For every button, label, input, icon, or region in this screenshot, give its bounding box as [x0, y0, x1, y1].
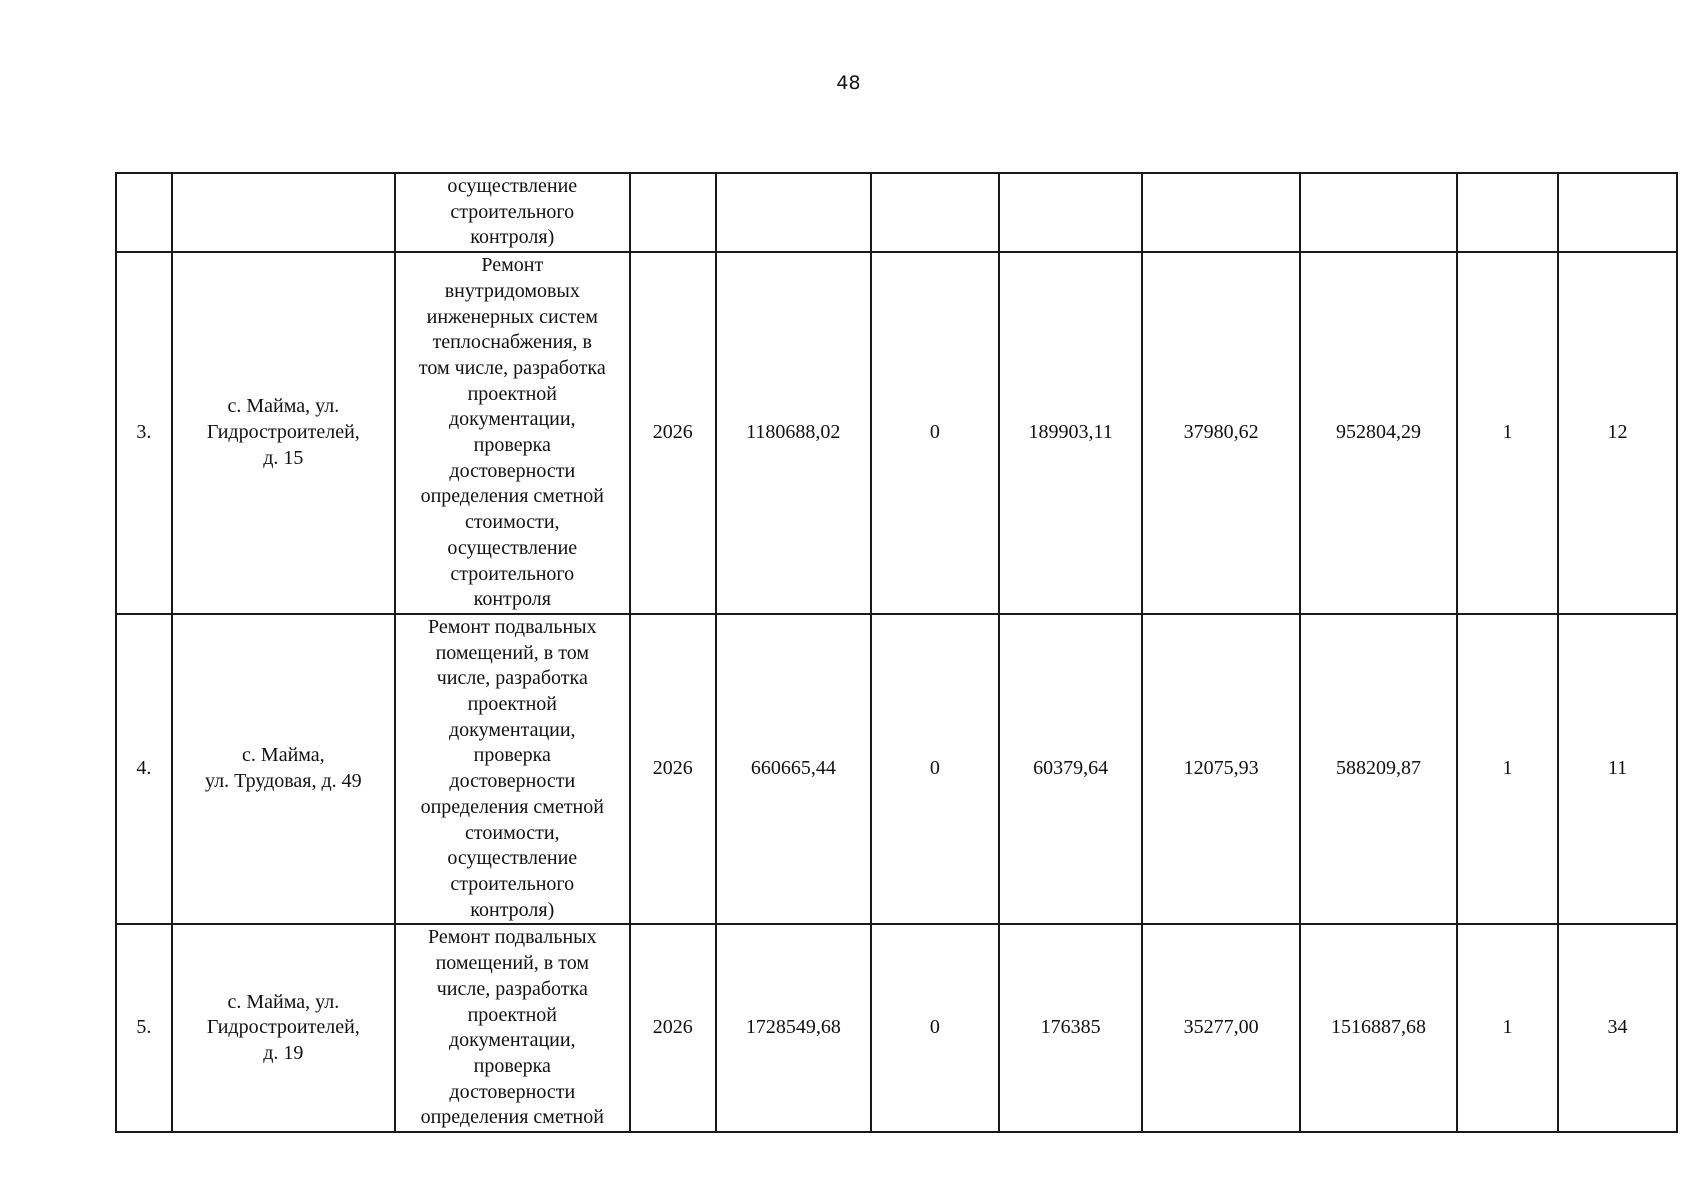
cell-col11: 12 [1558, 252, 1677, 614]
cell-col8: 37980,62 [1142, 252, 1300, 614]
address-line: ул. Трудовая, д. 49 [205, 770, 362, 793]
work-line: проектной [467, 1003, 557, 1026]
address-line: Гидростроителей, [206, 421, 360, 444]
cell-col7: 176385 [999, 924, 1142, 1132]
work-line: достоверности [449, 1080, 576, 1103]
cell-year [630, 173, 716, 252]
table-row [116, 252, 1677, 614]
cell-col11 [1558, 173, 1677, 252]
cell-work [395, 614, 630, 924]
table-row [116, 614, 1677, 924]
cell-col11: 34 [1558, 924, 1677, 1132]
work-line: контроля) [470, 898, 555, 921]
work-line: теплоснабжения, в [432, 331, 592, 354]
work-line: достоверности [449, 770, 576, 793]
address-line: д. 19 [263, 1042, 304, 1065]
cell-num: 4. [116, 614, 172, 924]
cell-col9: 588209,87 [1300, 614, 1457, 924]
work-line: строительного [450, 200, 575, 223]
cell-address [172, 173, 395, 252]
work-line: определения сметной [420, 485, 604, 508]
work-line: строительного [450, 872, 575, 895]
address-line: с. Майма, [242, 744, 325, 767]
work-program-table [115, 172, 1678, 1133]
cell-col10: 1 [1457, 924, 1558, 1132]
cell-col9: 952804,29 [1300, 252, 1457, 614]
work-line: строительного [450, 562, 575, 585]
work-line: осуществление [447, 847, 578, 870]
work-line: осуществление [447, 175, 578, 197]
work-line: проверка [473, 744, 551, 767]
cell-work [395, 252, 630, 614]
cell-work [395, 924, 630, 1132]
cell-col8 [1142, 173, 1300, 252]
work-line: проверка [473, 1054, 551, 1077]
work-line: помещений, в том [435, 641, 589, 664]
work-line: Ремонт подвальных [427, 615, 597, 638]
address-line: с. Майма, ул. [227, 395, 340, 418]
work-line: контроля) [470, 226, 555, 249]
work-line: том числе, разработка [418, 356, 606, 379]
cell-col10 [1457, 173, 1558, 252]
work-line: помещений, в том [435, 952, 589, 975]
table-row [116, 924, 1677, 1132]
cell-col7: 189903,11 [999, 252, 1142, 614]
cell-col8: 12075,93 [1142, 614, 1300, 924]
work-line: Ремонт [481, 254, 544, 277]
cell-address [172, 924, 395, 1132]
cell-col7: 60379,64 [999, 614, 1142, 924]
work-line: стоимости, [465, 821, 560, 844]
cell-col10: 1 [1457, 252, 1558, 614]
cell-address [172, 614, 395, 924]
work-line: Ремонт подвальных [427, 926, 597, 949]
work-line: числе, разработка [436, 667, 588, 690]
address-line: Гидростроителей, [206, 1016, 360, 1039]
page-number: 48 [836, 72, 861, 94]
cell-col6: 0 [871, 924, 999, 1132]
cell-col7 [999, 173, 1142, 252]
cell-num: 5. [116, 924, 172, 1132]
work-line: проектной [467, 693, 557, 716]
work-line: внутридомовых [444, 279, 580, 302]
work-line: проектной [467, 382, 557, 405]
cell-year: 2026 [630, 614, 716, 924]
work-line: контроля [473, 588, 551, 611]
cell-col6 [871, 173, 999, 252]
work-line: стоимости, [465, 511, 560, 534]
cell-address [172, 252, 395, 614]
continuation-row [116, 173, 1677, 252]
work-line: документации, [449, 408, 576, 431]
work-line: документации, [449, 1029, 576, 1052]
work-line: достоверности [449, 459, 576, 482]
cell-total: 660665,44 [716, 614, 871, 924]
cell-total: 1180688,02 [716, 252, 871, 614]
cell-col10: 1 [1457, 614, 1558, 924]
cell-num: 3. [116, 252, 172, 614]
cell-col6: 0 [871, 614, 999, 924]
address-line: с. Майма, ул. [227, 990, 340, 1013]
cell-work [395, 173, 630, 252]
cell-year: 2026 [630, 924, 716, 1132]
cell-col11: 11 [1558, 614, 1677, 924]
work-line: числе, разработка [436, 977, 588, 1000]
cell-year: 2026 [630, 252, 716, 614]
cell-col8: 35277,00 [1142, 924, 1300, 1132]
work-line: осуществление [447, 536, 578, 559]
cell-col9 [1300, 173, 1457, 252]
work-line: проверка [473, 434, 551, 457]
work-line: определения сметной [420, 795, 604, 818]
cell-total: 1728549,68 [716, 924, 871, 1132]
work-line: определения сметной [420, 1106, 604, 1129]
work-line: инженерных систем [426, 305, 598, 328]
cell-total [716, 173, 871, 252]
cell-col9: 1516887,68 [1300, 924, 1457, 1132]
address-line: д. 15 [263, 446, 304, 469]
work-line: документации, [449, 718, 576, 741]
cell-num [116, 173, 172, 252]
cell-col6: 0 [871, 252, 999, 614]
